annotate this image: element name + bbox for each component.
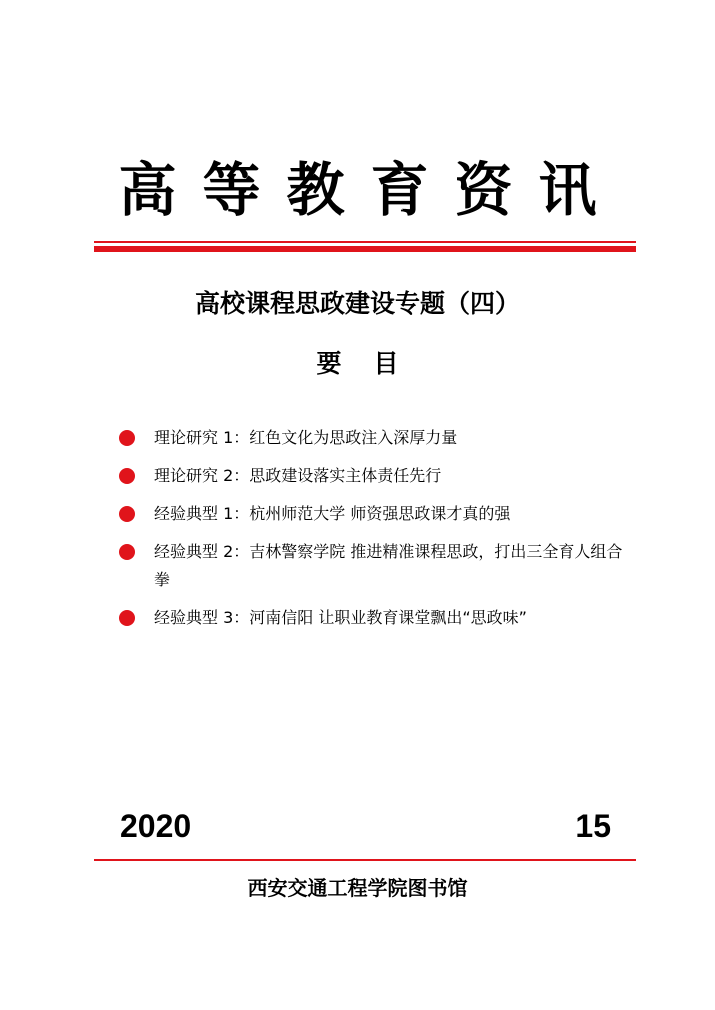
footer-rule bbox=[94, 859, 636, 861]
table-of-contents bbox=[118, 424, 638, 642]
toc-item-label: 经验典型 3：河南信阳 让职业教育课堂飘出“思政味” bbox=[154, 608, 527, 627]
toc-item-2 bbox=[118, 462, 638, 490]
toc-item-3 bbox=[118, 500, 638, 528]
masthead-rule-thin bbox=[94, 241, 636, 243]
contents-heading-part-2: 目 bbox=[373, 349, 399, 378]
toc-item-4 bbox=[118, 538, 638, 594]
toc-item-label: 理论研究 2：思政建设落实主体责任先行 bbox=[154, 466, 442, 485]
bullet-icon bbox=[119, 468, 135, 484]
bullet-icon bbox=[119, 544, 135, 560]
bullet-icon bbox=[119, 506, 135, 522]
toc-item-5 bbox=[118, 604, 638, 632]
contents-heading bbox=[0, 344, 715, 384]
bullet-icon bbox=[119, 610, 135, 626]
toc-item-label: 经验典型 1：杭州师范大学 师资强思政课才真的强 bbox=[154, 504, 511, 523]
footer-year: 2020 bbox=[120, 808, 192, 844]
issue-title: 高校课程思政建设专题（四） bbox=[194, 289, 520, 318]
bullet-icon bbox=[119, 430, 135, 446]
masthead-rule-thick bbox=[94, 246, 636, 252]
footer-issue-number: 15 bbox=[575, 808, 611, 844]
toc-item-label: 经验典型 2：吉林警察学院 推进精准课程思政，打出三全育人组合拳 bbox=[154, 542, 623, 589]
masthead-title: 高等教育资讯 bbox=[118, 156, 623, 224]
contents-heading-part-1: 要 bbox=[316, 349, 342, 378]
toc-item-1 bbox=[118, 424, 638, 452]
publisher-name: 西安交通工程学院图书馆 bbox=[247, 876, 468, 900]
toc-item-label: 理论研究 1：红色文化为思政注入深厚力量 bbox=[154, 428, 458, 447]
